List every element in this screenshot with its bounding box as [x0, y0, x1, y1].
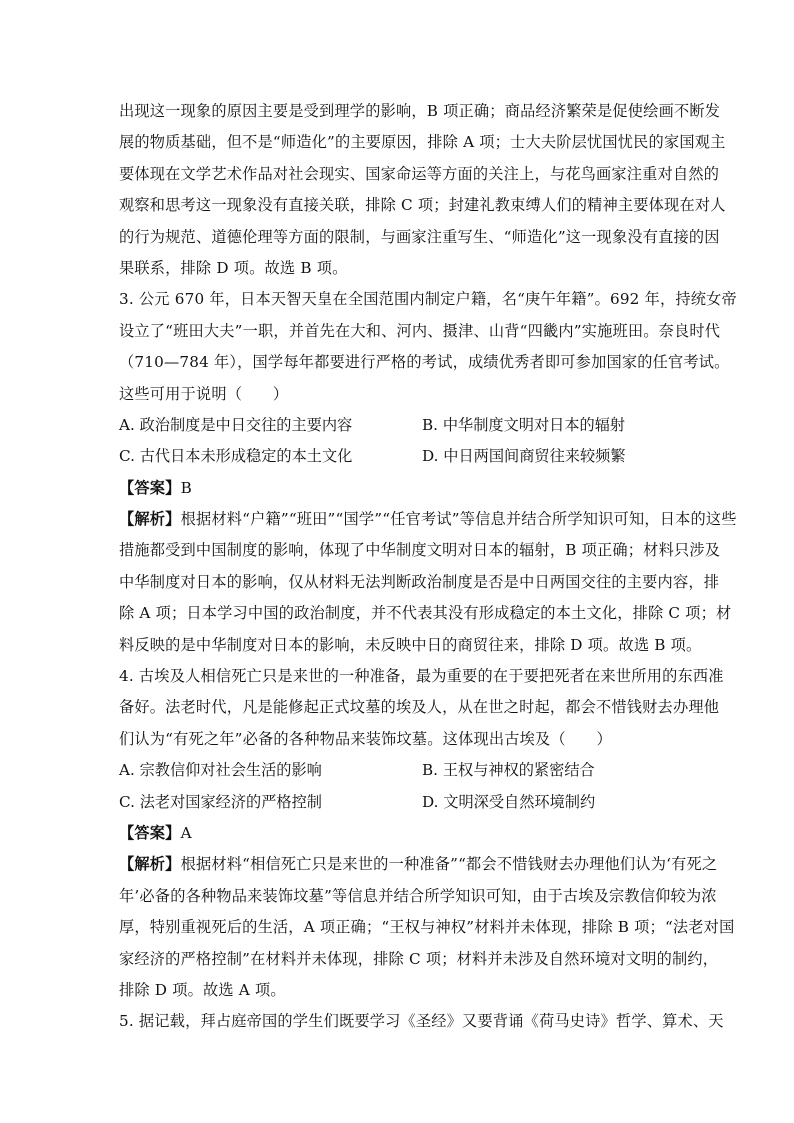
- option-b: B. 王权与神权的紧密结合: [422, 761, 595, 780]
- analysis-line: [119, 504, 737, 535]
- analysis-line: 中华制度对日本的影响，仅从材料无法判断政治制度是否是中日两国交往的主要内容，排: [119, 572, 720, 591]
- analysis-line: 措施都受到中国制度的影响，体现了中华制度文明对日本的辐射，B 项正确；材料只涉及: [119, 541, 721, 560]
- text-line: 展的物质基础，但不是“师造化”的主要原因，排除 A 项；士大夫阶层忧国忧民的家国观主: [119, 133, 726, 152]
- option-d: D. 中日两国间商贸往来较频繁: [422, 447, 626, 466]
- analysis-line: 家经济的严格控制”在材料并未体现，排除 C 项；材料并未涉及自然环境对文明的制约，: [119, 949, 719, 968]
- option-a: A. 政治制度是中日交往的主要内容: [119, 415, 353, 434]
- options-row: [119, 410, 679, 441]
- answer-line: [119, 818, 679, 849]
- question-stem-line: 备好。法老时代，凡是能修起正式坟墓的埃及人，从在世之时起，都会不惜钱财去办理他: [119, 698, 720, 717]
- analysis-label: 【解析】: [119, 510, 181, 529]
- question-stem-line: 4. 古埃及人相信死亡只是来世的一种准备，最为重要的在于要把死者在来世所用的东西准: [119, 667, 724, 686]
- text-line: 果联系，排除 D 项。故选 B 项。: [119, 258, 348, 277]
- question-4: [119, 661, 735, 1006]
- option-c: C. 法老对国家经济的严格控制: [119, 792, 322, 811]
- q2-analysis-tail: [119, 96, 726, 284]
- question-stem-line: 3. 公元 670 年，日本天智天皇在全国范围内制定户籍，名“庚午年籍”。692 年，持统女帝: [119, 290, 737, 309]
- analysis-line: [119, 849, 718, 880]
- text-line: 的行为规范、道德伦理等方面的限制，与画家注重写生、“师造化”这一现象没有直接的因: [119, 227, 720, 246]
- options-row: [119, 441, 679, 472]
- options-row: [119, 755, 679, 786]
- question-stem-line: （710—784 年），国学每年都要进行严格的考试，成绩优秀者即可参加国家的任官考试。: [119, 353, 730, 372]
- question-stem-line: 5. 据记载，拜占庭帝国的学生们既要学习《圣经》又要背诵《荷马史诗》哲学、算术、天: [119, 1012, 724, 1031]
- option-b: B. 中华制度文明对日本的辐射: [422, 415, 626, 434]
- text-line: 观察和思考这一现象没有直接关联，排除 C 项；封建礼教束缚人们的精神主要体现在对人: [119, 196, 726, 215]
- question-stem-line: 这些可用于说明（ ）: [119, 384, 289, 403]
- question-stem-line: 们认为“有死之年”必备的各种物品来装饰坟墓。这体现出古埃及（ ）: [119, 729, 612, 748]
- text-line: 要体现在文学艺术作品对社会现实、国家命运等方面的关注上，与花鸟画家注重对自然的: [119, 164, 720, 183]
- analysis-label: 【解析】: [119, 855, 181, 874]
- analysis-line: 年’必备的各种物品来装饰坟墓”等信息并结合所学知识可知，由于古埃及宗教信仰较为浓: [119, 886, 717, 905]
- answer-line: [119, 473, 679, 504]
- answer-label: 【答案】: [119, 823, 181, 842]
- answer-value: B: [180, 478, 192, 497]
- analysis-text: 根据材料“相信死亡只是来世的一种准备”“都会不惜钱财去办理他们认为‘有死之: [180, 855, 718, 874]
- answer-value: A: [180, 823, 192, 842]
- analysis-line: 除 A 项；日本学习中国的政治制度，并不代表其没有形成稳定的本土文化，排除 C 项；材: [119, 604, 732, 623]
- question-stem-line: 设立了“班田大夫”一职，并首先在大和、河内、摄津、山背“四畿内”实施班田。奈良时代: [119, 321, 721, 340]
- question-5: [119, 1006, 724, 1037]
- options-row: [119, 787, 679, 818]
- option-d: D. 文明深受自然环境制约: [422, 792, 596, 811]
- option-a: A. 宗教信仰对社会生活的影响: [119, 761, 322, 780]
- document-page: [119, 96, 737, 1038]
- question-3: [119, 284, 737, 661]
- option-c: C. 古代日本未形成稳定的本土文化: [119, 447, 353, 466]
- analysis-line: 排除 D 项。故选 A 项。: [119, 980, 286, 999]
- analysis-text: 根据材料“户籍”“班田”“国学”“任官考试”等信息并结合所学知识可知，日本的这些: [180, 510, 737, 529]
- text-line: 出现这一现象的原因主要是受到理学的影响，B 项正确；商品经济繁荣是促使绘画不断发: [119, 102, 721, 120]
- analysis-line: 厚，特别重视死后的生活，A 项正确；“王权与神权”材料并未体现，排除 B 项；“法老对国: [119, 918, 735, 937]
- analysis-line: 料反映的是中华制度对日本的影响，未反映中日的商贸往来，排除 D 项。故选 B 项。: [119, 635, 702, 654]
- answer-label: 【答案】: [119, 478, 181, 497]
